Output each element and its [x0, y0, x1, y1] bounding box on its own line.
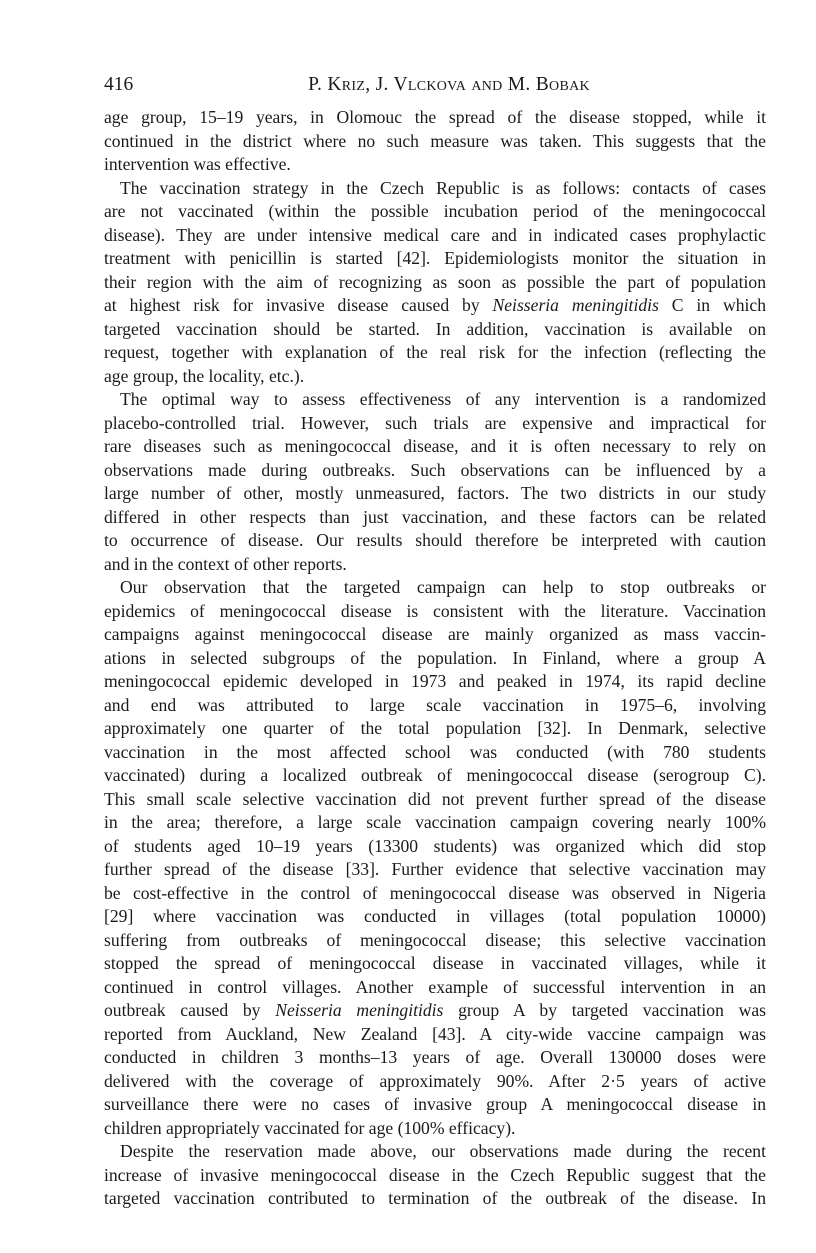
text-line: of students aged 10–19 years (13300 students) was organized which did stop — [104, 835, 766, 856]
text-line: meningococcal epidemic developed in 1973 and peaked in 1974, its rapid decline — [104, 671, 766, 691]
page-header — [104, 74, 766, 100]
text-line: treatment with penicillin is started [42]. Epidemiologists monitor the situation in — [104, 248, 766, 268]
text-line: epidemics of meningococcal disease is consistent with the literature. Vaccination — [104, 600, 766, 621]
text-line: vaccination in the most affected school was conducted (with 780 students — [104, 741, 766, 762]
text-line: placebo-controlled trial. However, such trials are expensive and impractical for — [104, 412, 766, 433]
text-line: stopped the spread of meningococcal disease in vaccinated villages, while it — [104, 953, 766, 973]
text-line — [104, 999, 766, 1023]
italic-species-name: Neisseria meningitidis — [492, 295, 659, 315]
text-line: be cost-effective in the control of meningococcal disease was observed in Nigeria — [104, 882, 766, 903]
text-line: delivered with the coverage of approximately 90%. After 2·5 years of active — [104, 1070, 766, 1091]
running-title: P. Kriz, J. Vlckova and M. Bobak — [308, 74, 590, 95]
paragraph — [104, 388, 766, 576]
text-line: intervention was effective. — [104, 154, 291, 174]
text-line: increase of invasive meningococcal disease in the Czech Republic suggest that the — [104, 1164, 766, 1185]
body-text — [104, 106, 766, 1211]
text-line: observations made during outbreaks. Such observations can be influenced by a — [104, 459, 766, 480]
text-line: and end was attributed to large scale vaccination in 1975–6, involving — [104, 694, 766, 715]
text-line: age group, the locality, etc.). — [104, 365, 305, 386]
text-line: The vaccination strategy in the Czech Republic is as follows: contacts of cases — [120, 177, 766, 198]
text-line: to occurrence of disease. Our results should therefore be interpreted with caution — [104, 530, 766, 550]
text-line: continued in the district where no such measure was taken. This suggests that the — [104, 130, 766, 151]
text-line: vaccinated) during a localized outbreak of meningococcal disease (serogroup C). — [104, 765, 766, 785]
text-line: conducted in children 3 months–13 years of age. Overall 130000 doses were — [104, 1047, 766, 1067]
text-line: request, together with explanation of the real risk for the infection (reflecting the — [104, 342, 766, 362]
text-line: Despite the reservation made above, our observations made during the recent — [120, 1141, 766, 1161]
text-line: in the area; therefore, a large scale vaccination campaign covering nearly 100% — [104, 812, 766, 832]
text-line: continued in control villages. Another example of successful intervention in an — [104, 976, 766, 997]
text-segment: C in which — [658, 295, 766, 315]
text-line: The optimal way to assess effectiveness of any intervention is a randomized — [120, 389, 766, 409]
text-line: targeted vaccination contributed to termination of the outbreak of the disease. In — [104, 1188, 766, 1208]
text-line: ations in selected subgroups of the population. In Finland, where a group A — [104, 647, 766, 668]
text-segment: group A by targeted vaccination was — [443, 1000, 766, 1020]
text-line: their region with the aim of recognizing as soon as possible the part of population — [104, 271, 766, 292]
paragraph — [104, 177, 766, 389]
text-line: differed in other respects than just vaccination, and these factors can be related — [104, 506, 766, 527]
text-line: are not vaccinated (within the possible incubation period of the meningococcal — [104, 201, 766, 221]
text-line: reported from Auckland, New Zealand [43]. A city-wide vaccine campaign was — [104, 1023, 766, 1044]
text-line: [29] where vaccination was conducted in villages (total population 10000) — [104, 906, 766, 926]
text-line: age group, 15–19 years, in Olomouc the spread of the disease stopped, while it — [104, 107, 766, 127]
text-line: approximately one quarter of the total population [32]. In Denmark, selective — [104, 718, 766, 738]
text-line: surveillance there were no cases of invasive group A meningococcal disease in — [104, 1094, 766, 1114]
text-segment: outbreak caused by — [104, 1000, 276, 1020]
italic-species-name: Neisseria meningitidis — [275, 1000, 444, 1020]
text-line: rare diseases such as meningococcal disease, and it is often necessary to rely on — [104, 436, 766, 456]
paragraph — [104, 576, 766, 1140]
text-segment: at highest risk for invasive disease caused by — [104, 295, 493, 315]
text-line: further spread of the disease [33]. Further evidence that selective vaccination may — [104, 859, 766, 879]
paragraph — [104, 1140, 766, 1211]
text-line: large number of other, mostly unmeasured, factors. The two districts in our study — [104, 483, 766, 503]
page-number: 416 — [104, 74, 134, 95]
text-line: suffering from outbreaks of meningococcal disease; this selective vaccination — [104, 929, 766, 950]
text-line: children appropriately vaccinated for age (100% efficacy). — [104, 1117, 516, 1138]
text-line: disease). They are under intensive medical care and in indicated cases prophylactic — [104, 224, 766, 245]
text-line: Our observation that the targeted campaign can help to stop outbreaks or — [120, 577, 766, 597]
text-line — [104, 294, 766, 318]
paragraph — [104, 106, 766, 177]
text-line: and in the context of other reports. — [104, 553, 347, 574]
text-line: targeted vaccination should be started. In addition, vaccination is available on — [104, 318, 766, 339]
text-line: This small scale selective vaccination did not prevent further spread of the disease — [104, 788, 766, 809]
text-line: campaigns against meningococcal disease are mainly organized as mass vaccin- — [104, 624, 766, 644]
